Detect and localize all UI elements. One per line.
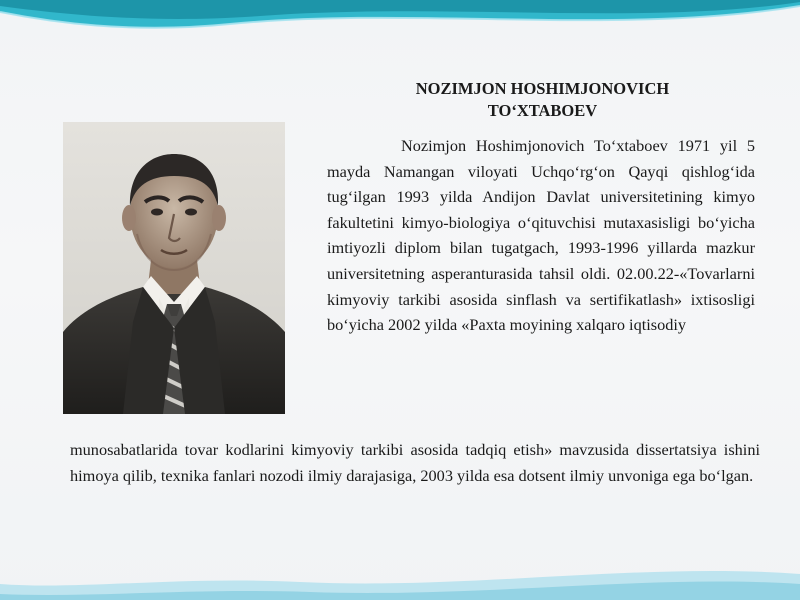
biography-text-top: Nozimjon Hoshimjonovich To‘xtaboev 1971 yil 5 mayda Namangan viloyati Uchqo‘rg‘on Qayqi qishlog‘ida tug‘ilgan 1993 yilda Andijon Davlat universitetining kimyo fakultetini kimyo-biologiya o‘qituvchisi mutaxasisligi bo‘yicha imtiyozli diplom bilan tugatgach, 1993-1996 yillarda mazkur universitetning asperanturasida tahsil oldi. 02.00.22-«Tovarlarni kimyoviy tarkibi asosida sinflash va sertifikatlash» ixtisosligi bo‘yicha 2002 yilda «Paxta moyining xalqaro iqtisodiy xyxy=(327,136,755,335)
title-line-1: NOZIMJON HOSHIMJONOVICH xyxy=(415,79,670,98)
title-line-2: TO‘XTABOEV xyxy=(487,101,598,120)
biography-paragraph-top xyxy=(327,133,755,338)
top-wave-decoration xyxy=(0,0,800,46)
portrait-photo-icon xyxy=(63,122,285,414)
person-name-title xyxy=(330,78,755,122)
portrait-photo xyxy=(63,122,285,414)
bottom-wave-decoration xyxy=(0,560,800,600)
biography-paragraph-bottom: munosabatlarida tovar kodlarini kimyoviy tarkibi asosida tadqiq etish» mavzusida dissertatsiya ishini himoya qilib, texnika fanlari nozodi ilmiy darajasiga, 2003 yilda esa dotsent ilmiy unvoniga ega bo‘lgan. xyxy=(70,440,760,485)
